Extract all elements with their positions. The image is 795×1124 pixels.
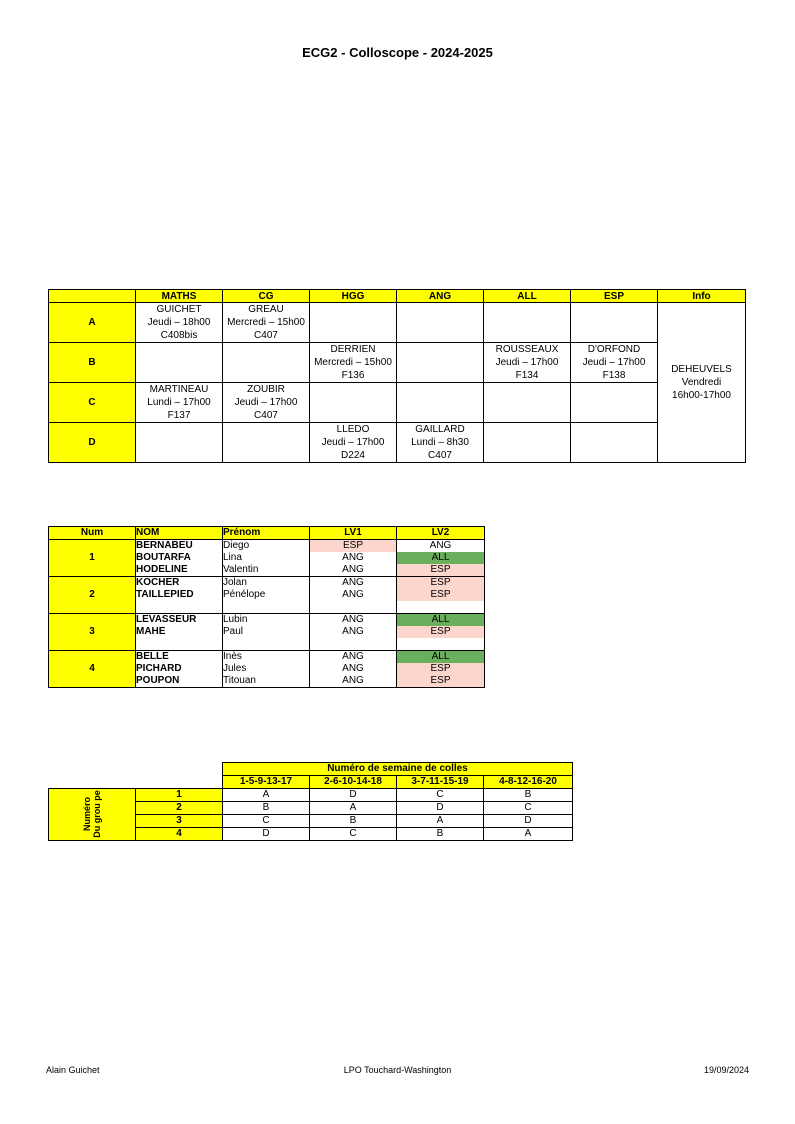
student-lv1 [310,638,397,651]
student-lastname: HODELINE [136,564,223,577]
footer-date: 19/09/2024 [703,1065,749,1075]
student-firstname: Inès [223,651,310,664]
group-number: 2 [49,577,136,614]
student-lastname: BELLE [136,651,223,664]
group-number: 4 [49,651,136,688]
schedule-cell [136,423,223,463]
student-lv2: ESP [397,675,485,688]
student-lv2: ESP [397,589,485,601]
rotation-group: 1 [136,789,223,802]
student-lv2 [397,601,485,614]
schedule-cell: D'ORFOND Jeudi – 17h00 F138 [571,343,658,383]
student-lastname: KOCHER [136,577,223,590]
schedule-cell [397,303,484,343]
student-firstname: Jules [223,663,310,675]
student-lv1: ANG [310,651,397,664]
subject-header: ANG [397,290,484,303]
student-lastname: POUPON [136,675,223,688]
schedule-cell [223,343,310,383]
student-firstname: Pénélope [223,589,310,601]
column-header: LV1 [310,527,397,540]
schedule-cell: GUICHET Jeudi – 18h00 C408bis [136,303,223,343]
schedule-cell: GREAU Mercredi – 15h00 C407 [223,303,310,343]
week-header: 2-6-10-14-18 [310,776,397,789]
schedule-cell [571,303,658,343]
student-lastname [136,638,223,651]
schedule-cell [310,303,397,343]
rotation-group: 3 [136,815,223,828]
student-lastname [136,601,223,614]
group-number: 3 [49,614,136,651]
student-lv2 [397,638,485,651]
student-lv1: ANG [310,589,397,601]
student-firstname: Titouan [223,675,310,688]
rotation-cell: D [397,802,484,815]
student-lv1: ESP [310,540,397,553]
footer-author: Alain Guichet [46,1065,100,1075]
schedule-cell [223,423,310,463]
schedule-table [48,289,746,463]
student-lastname: MAHÉ [136,626,223,638]
page-title: ECG2 - Colloscope - 2024-2025 [302,45,493,60]
student-lv1: ANG [310,577,397,590]
schedule-cell [484,303,571,343]
footer-school: LPO Touchard-Washington [343,1065,452,1075]
rotation-cell: B [310,815,397,828]
student-firstname [223,601,310,614]
rotation-group: 4 [136,828,223,841]
column-header: NOM [136,527,223,540]
schedule-cell [571,423,658,463]
rotation-cell: B [223,802,310,815]
student-firstname: Diego [223,540,310,553]
student-lv2: ESP [397,663,485,675]
schedule-cell: MARTINEAU Lundi – 17h00 F137 [136,383,223,423]
rotation-cell: A [310,802,397,815]
group-number-label: Numéro Du grou pe [49,789,136,841]
group-letter: B [49,343,136,383]
group-letter: D [49,423,136,463]
subject-header: ESP [571,290,658,303]
student-lastname: BOUTARFA [136,552,223,564]
group-letter: A [49,303,136,343]
schedule-cell: DERRIEN Mercredi – 15h00 F136 [310,343,397,383]
student-lastname: TAILLEPIED [136,589,223,601]
student-firstname: Jolan [223,577,310,590]
rotation-cell: D [223,828,310,841]
student-lv1: ANG [310,552,397,564]
subject-header: CG [223,290,310,303]
student-firstname: Lina [223,552,310,564]
subject-header: Info [658,290,746,303]
rotation-group: 2 [136,802,223,815]
student-lv1: ANG [310,675,397,688]
rotation-cell: B [397,828,484,841]
schedule-cell [136,343,223,383]
subject-header: MATHS [136,290,223,303]
student-lastname: PICHARD [136,663,223,675]
group-letter: C [49,383,136,423]
student-lv2: ALL [397,614,485,627]
rotation-cell: C [223,815,310,828]
student-lv2: ESP [397,626,485,638]
week-header: 3-7-11-15-19 [397,776,484,789]
week-header: 1-5-9-13-17 [223,776,310,789]
student-lv2: ESP [397,577,485,590]
students-table [48,526,485,688]
student-lv2: ALL [397,552,485,564]
student-lv1 [310,601,397,614]
student-lastname: LEVASSEUR [136,614,223,627]
rotation-table [48,762,573,841]
subject-header: ALL [484,290,571,303]
info-time: 16h00-17h00 [672,390,731,401]
rotation-cell: A [397,815,484,828]
schedule-cell [571,383,658,423]
info-day: Vendredi [681,377,722,388]
student-lv2: ESP [397,564,485,577]
rotation-cell: D [310,789,397,802]
info-teacher: DEHEUVELS [671,364,732,375]
student-firstname: Paul [223,626,310,638]
rotation-cell: C [484,802,573,815]
schedule-cell [397,383,484,423]
rotation-header: Numéro de semaine de colles [223,763,573,776]
group-number: 1 [49,540,136,577]
subject-header: HGG [310,290,397,303]
schedule-cell [310,383,397,423]
student-lv1: ANG [310,663,397,675]
column-header: Prénom [223,527,310,540]
schedule-cell: ROUSSEAUX Jeudi – 17h00 F134 [484,343,571,383]
schedule-cell: LLEDO Jeudi – 17h00 D224 [310,423,397,463]
schedule-cell [484,423,571,463]
student-lv1: ANG [310,564,397,577]
column-header: LV2 [397,527,485,540]
schedule-cell [397,343,484,383]
rotation-cell: D [484,815,573,828]
student-firstname: Lubin [223,614,310,627]
student-lastname: BERNABEU [136,540,223,553]
student-lv2: ALL [397,651,485,664]
week-header: 4-8-12-16-20 [484,776,573,789]
student-lv1: ANG [310,614,397,627]
rotation-cell: A [223,789,310,802]
info-cell [658,303,746,463]
rotation-cell: A [484,828,573,841]
schedule-cell: GAILLARD Lundi – 8h30 C407 [397,423,484,463]
rotation-cell: C [310,828,397,841]
student-lv1: ANG [310,626,397,638]
schedule-cell [484,383,571,423]
student-firstname [223,638,310,651]
schedule-cell: ZOUBIR Jeudi – 17h00 C407 [223,383,310,423]
column-header: Num [49,527,136,540]
rotation-cell: C [397,789,484,802]
student-firstname: Valentin [223,564,310,577]
schedule-corner [49,290,136,303]
rotation-cell: B [484,789,573,802]
student-lv2: ANG [397,540,485,553]
